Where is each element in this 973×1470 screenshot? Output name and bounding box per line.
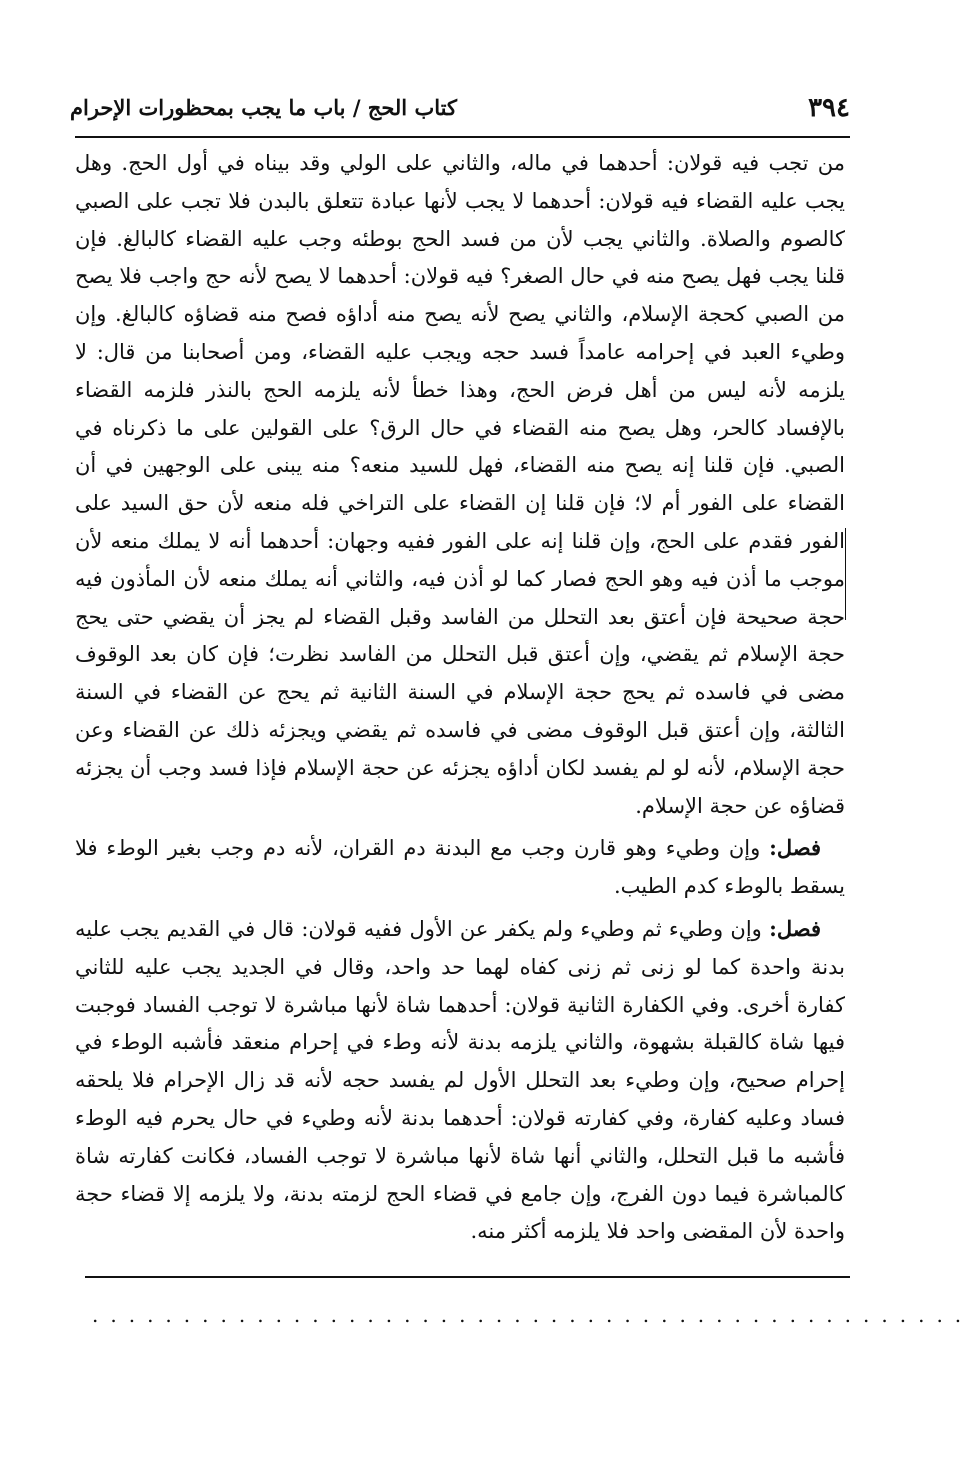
page-header (70, 88, 850, 128)
margin-bar (845, 528, 846, 620)
fasl-label: فصل: (769, 915, 821, 941)
fasl-text: وإن وطيء وهو قارن وجب مع البدنة دم القران، لأنه دم وجب بغير الوطء فلا يسقط بالوطء كدم الطيب. (75, 836, 845, 899)
header-rule (75, 136, 850, 138)
fasl-label: فصل: (769, 835, 821, 861)
main-paragraph: من تجب فيه قولان: أحدهما في ماله، والثاني على الولي وقد بيناه في أول الحج. وهل يجب عليه القضاء فيه قولان: أحدهما لا يجب لأنها عبادة تتعلق بالبدن فلا تجب على الصبي كالصوم والصلاة. والثاني يجب لأن من فسد الحج بوطئه وجب عليه القضاء كالبالغ. فإن قلنا يجب فهل يصح منه في حال الصغر؟ فيه قولان: أحدهما لا يصح لأنه حج واجب فلا يصح من الصبي كحجة الإسلام، والثاني يصح لأنه يصح منه أداؤه فصح منه قضاؤه كالبالغ. وإن وطيء العبد في إحرامه عامداً فسد حجه ويجب عليه القضاء، ومن أصحابنا من قال: لا يلزمه لأنه ليس من أهل فرض الحج، وهذا خطأ لأنه يلزمه الحج بالنذر فلزمه القضاء بالإفساد كالحر، وهل يصح منه القضاء في حال الرق؟ على القولين على ما ذكرناه في الصبي. فإن قلنا إنه يصح منه القضاء، فهل للسيد منعه؟ منه يبنى على الوجهين في أن القضاء على الفور أم لا؛ فإن قلنا إن القضاء على التراخي فله منعه لأن حق السيد على الفور فقدم على الحج، وإن قلنا إنه على الفور ففيه وجهان: أحدهما أنه لا يملك منعه لأن موجب ما أذن فيه وهو الحج فصار كما لو أذن فيه، والثاني أنه يملك منعه لأن المأذون فيه حجة صحيحة فإن أعتق بعد التحلل من الفاسد وقبل القضاء لم يجز أن يقضي حتى يحج حجة الإسلام ثم يقضي، وإن أعتق قبل التحلل من الفاسد نظرت؛ فإن كان بعد الوقوف مضى في فاسده ثم يحج حجة الإسلام في السنة الثانية ثم يحج عن القضاء في السنة الثالثة، وإن أعتق قبل الوقوف مضى في فاسده ثم يقضي ويجزئه ذلك عن القضاء وعن حجة الإسلام، لأنه لو لم يفسد لكان أداؤه يجزئه عن حجة الإسلام فإذا فسد وجب أن يجزئه قضاؤه عن حجة الإسلام. (75, 151, 845, 818)
fasl-text: وإن وطيء ثم وطيء ولم يكفر عن الأول ففيه قولان: قال في القديم يجب عليه بدنة واحدة كما لو زنى ثم زنى كفاه لهما حد واحد، وقال في الجديد يجب عليه للثاني كفارة أخرى. وفي الكفارة الثانية قولان: أحدهما شاة لأنها مباشرة لا توجب الفساد فوجبت فيها شاة كالقبلة بشهوة، والثاني يلزمه بدنة لأنه وطء في إحرام منعقد فأشبه الوطء في إحرام صحيح، وإن وطيء بعد التحلل الأول لم يفسد حجه لأنه قد زال الإحرام فلا يلحقه فساد وعليه كفارة، وفي كفارته قولان: أحدهما بدنة لأنه وطيء في حال يحرم فيه الوطء فأشبه ما قبل التحلل، والثاني أنها شاة لأنها مباشرة لا توجب الفساد، فكانت كفارته شاة كالمباشرة فيما دون الفرج، وإن جامع في قضاء الحج لزمته بدنة، ولا يلزمه إلا قضاء حجة واحدة لأن المقضى واحد فلا يلزمه أكثر منه. (75, 916, 846, 1244)
footnote-dots: ................................................ (92, 1303, 973, 1327)
page-number: ٣٩٤ (808, 93, 850, 123)
running-title: كتاب الحج / باب ما يجب بمحظورات الإحرام (70, 95, 457, 120)
body-text (75, 145, 845, 1251)
fasl-paragraph-1 (75, 829, 845, 906)
footnote-rule (85, 1276, 850, 1278)
fasl-paragraph-2 (75, 910, 845, 1251)
